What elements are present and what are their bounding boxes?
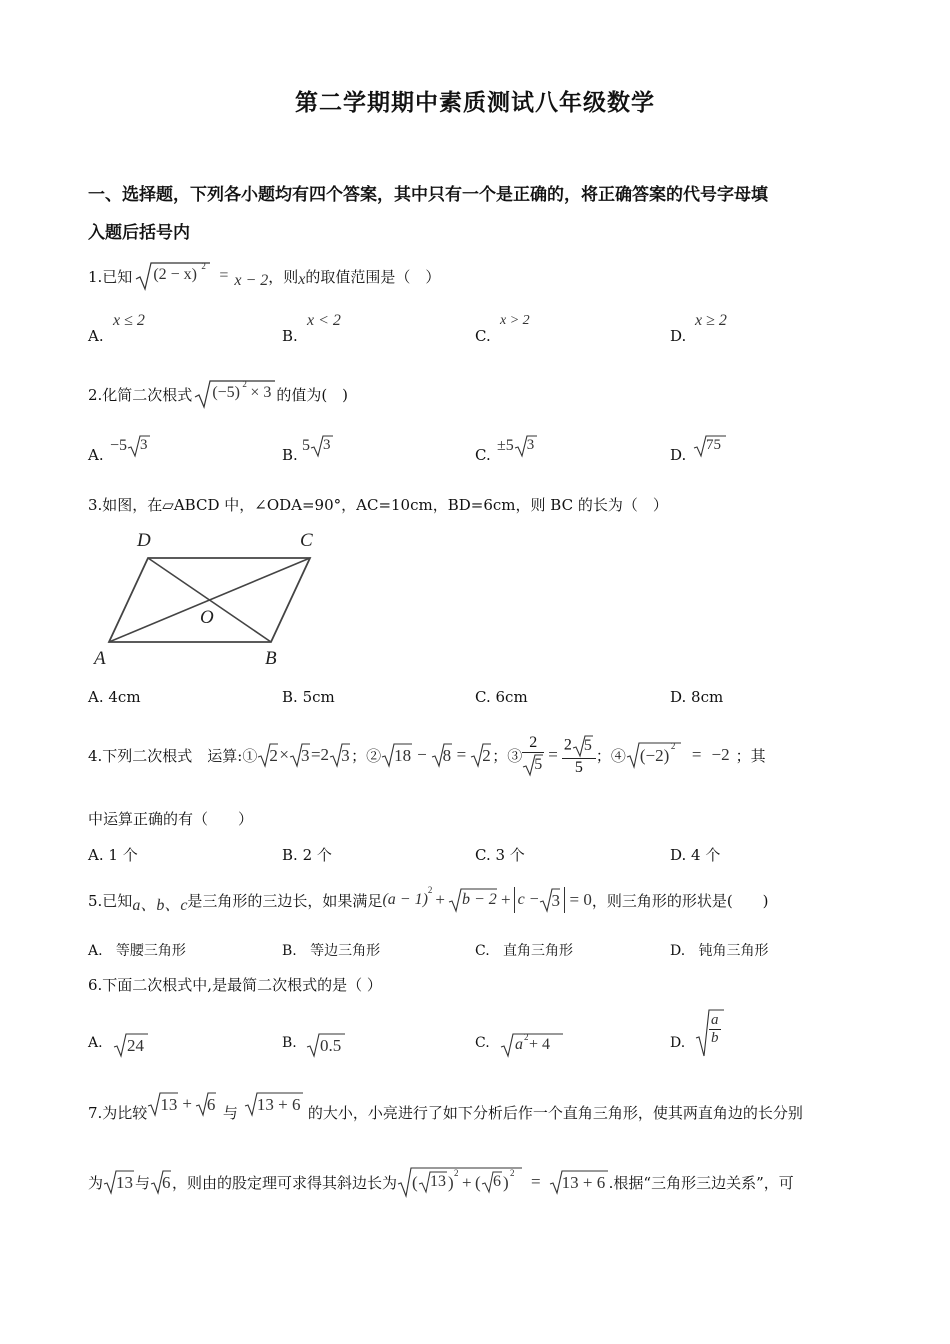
q2-option-c-value [497, 434, 538, 458]
q4-e2-b: 8 [442, 746, 452, 765]
q7-r3-radical [244, 1091, 304, 1117]
q3-b-value: 5cm [302, 688, 335, 706]
q6-option-a-value [113, 1032, 149, 1058]
q6-option-c-value [500, 1032, 564, 1058]
q5-abs-radical [539, 887, 561, 913]
q6-d-den: b [711, 1030, 719, 1046]
q4-e3-eq: = [548, 745, 558, 764]
q7-l2-hyp-radical: ( 13 ) 2 + ( 6 ) 2 [397, 1166, 523, 1198]
parallelogram-figure [88, 528, 328, 673]
q5-c-value: 直角三角形 [503, 943, 574, 959]
q4-e1-c: 3 [341, 746, 350, 765]
q6-option-b-value [306, 1032, 346, 1058]
q6-option-d-label: D. [670, 1035, 686, 1051]
q5-suffix: ，则三角形的形状是( ) [591, 891, 769, 910]
q7-l2-sup1: 2 [454, 1168, 459, 1178]
q2-c-coef: ±5 [497, 437, 514, 454]
q4-d-label: D. [670, 846, 687, 864]
q1-option-a-value: x ≤ 2 [113, 312, 145, 329]
q4-e1-a: 2 [269, 746, 278, 765]
q4-a-label: A. [88, 846, 104, 864]
q1-radical [135, 261, 211, 291]
q5-abs-value [514, 887, 566, 913]
q2-b-radical [310, 434, 334, 458]
q7-l2-r1: 13 [116, 1173, 134, 1192]
q1-radicand: (2 − x) [153, 266, 197, 283]
q1-option-b-label: B. [282, 327, 298, 345]
q3-d-value: 8cm [691, 688, 724, 706]
q4-option-b [282, 844, 332, 865]
q6-c-var: a [515, 1036, 523, 1053]
q7-l2-suffix: .根据“三角形三边关系”，可 [608, 1173, 794, 1192]
q7-l2-inner1: 13 [430, 1173, 447, 1190]
q4-e2-c: 2 [482, 746, 491, 765]
q4-b-value: 2 个 [302, 846, 332, 864]
q7-r3: 13 + 6 [256, 1095, 301, 1114]
q7-plus: + [182, 1094, 192, 1113]
q7-l2-inner2-radical [481, 1170, 503, 1194]
q2-b-coef: 5 [302, 437, 310, 454]
q6-d-num: a [711, 1012, 719, 1028]
q7-r1-radical [147, 1091, 179, 1117]
q2-c-radicand: 3 [526, 437, 535, 453]
q1-option-a-label: A. [88, 327, 104, 345]
q3-a-label: A. [88, 688, 104, 706]
q2-option-a-value [110, 434, 151, 458]
q5-radical [448, 887, 498, 913]
q2-radicand: (−5) [212, 384, 240, 401]
center-label-o: O [200, 607, 214, 628]
q4-e3-rden: 5 [574, 758, 583, 776]
question-3: 3.如图，在▱ABCD 中，∠ODA=90°，AC=10cm，BD=6cm，则 BC 的长为（ ） [88, 496, 668, 514]
q5-prefix: 5.已知 [88, 891, 133, 910]
q7-l2-text: ，则由的股定理可求得其斜边长为 [172, 1173, 398, 1192]
q7-l2-r1-radical [103, 1169, 135, 1195]
q4-a-value: 1 个 [108, 846, 138, 864]
q7-prefix: 7.为比较 [88, 1103, 148, 1122]
parallelogram-diagram [88, 528, 328, 673]
q1-mid: ，则 [268, 267, 299, 286]
q5-mid: 是三角形的三边长，如果满足 [187, 891, 383, 910]
q7-l2-sup2: 2 [510, 1168, 515, 1178]
question-7-line-2 [88, 1164, 794, 1200]
q6-c-post: + 4 [529, 1036, 551, 1053]
q2-b-radicand: 3 [323, 437, 331, 453]
q7-l2-inner1-radical [418, 1170, 448, 1194]
q5-plus1: + [435, 890, 445, 909]
q5-sup: 2 [427, 885, 433, 895]
q5-abs-pre: c − [517, 891, 540, 908]
q7-l2-r2-radical [150, 1169, 172, 1195]
q5-b-label: B. [282, 943, 297, 959]
q4-e4-rad: (−2) [639, 746, 670, 765]
q4-e4-rhs: −2 [711, 745, 730, 764]
q2-exponent: 2 [242, 379, 247, 389]
q1-var: x [298, 271, 306, 288]
q4-suffix: ；其 [735, 746, 766, 765]
q6-b-radicand: 0.5 [320, 1036, 342, 1055]
vertex-label-a: A [94, 648, 106, 669]
q6-c-sup: 2 [524, 1032, 529, 1042]
q3-option-c [475, 688, 528, 706]
q5-d-label: D. [670, 943, 686, 959]
q2-a-coef: −5 [110, 437, 128, 454]
q1-option-c-label: C. [475, 327, 491, 345]
q1-rhs: x − 2 [234, 272, 269, 289]
q4-e2-a: 18 [394, 746, 412, 765]
q4-prefix: 4.下列二次根式 运算:① [88, 746, 258, 765]
q5-plus2: + [500, 890, 511, 909]
q5-vars: a、b、c [132, 896, 188, 914]
question-1 [88, 256, 440, 296]
q3-option-b [282, 688, 335, 706]
diagonal-bd [148, 558, 271, 642]
q1-option-c-value: x > 2 [500, 313, 530, 328]
q5-b-value: 等边三角形 [310, 943, 381, 959]
q1-equals: = [219, 267, 229, 284]
q6-b-radical [306, 1032, 346, 1058]
question-2 [88, 372, 348, 416]
q5-abs-rad: 3 [551, 891, 560, 910]
q6-option-a-label: A. [88, 1035, 103, 1051]
q2-suffix: 的值为( ) [276, 385, 349, 404]
q7-l2-r2: 6 [162, 1173, 171, 1192]
q4-c-value: 3 个 [495, 846, 525, 864]
page-title: 第二学期期中素质测试八年级数学 [295, 89, 655, 116]
q1-option-d-value: x ≥ 2 [695, 312, 727, 329]
vertex-label-b: B [265, 648, 277, 669]
q4-e3-left-fraction [522, 734, 544, 777]
q4-e1-rad-c [329, 742, 351, 768]
q4-b-label: B. [282, 846, 298, 864]
q4-option-c [475, 844, 525, 865]
q7-suffix: 的大小，小亮进行了如下分析后作一个直角三角形，使其两直角边的长分别 [307, 1103, 803, 1122]
q2-prefix: 2.化简二次根式 [88, 385, 193, 404]
q1-suffix: 的取值范围是（ ） [305, 267, 441, 286]
q7-r1: 13 [160, 1095, 178, 1114]
q4-e1-op: × [279, 745, 289, 764]
q5-a-label: A. [88, 943, 103, 959]
question-7 [88, 1094, 803, 1130]
q3-c-value: 6cm [495, 688, 528, 706]
q4-e3-num: 2 [522, 734, 544, 753]
section-heading-line-2: 入题后括号内 [88, 223, 190, 243]
q3-option-d [670, 688, 723, 706]
q6-option-b-label: B. [282, 1035, 297, 1051]
q1-prefix: 1.已知 [88, 267, 133, 286]
q5-option-d [670, 940, 769, 960]
q5-expr1: (a − 1) [382, 891, 428, 908]
q7-l2-prefix: 为 [88, 1173, 104, 1192]
q5-rad1: b − 2 [461, 891, 497, 908]
q2-radical [194, 379, 276, 409]
q4-sep3: ；④ [595, 746, 626, 765]
q7-l2-inner2: 6 [493, 1173, 502, 1190]
q5-option-a [88, 940, 186, 960]
question-6: 6.下面二次根式中,是最简二次根式的是（ ） [88, 976, 382, 994]
question-5 [88, 880, 769, 920]
q2-a-radicand: 3 [140, 437, 148, 453]
q4-e2-rad-b [431, 742, 453, 768]
q3-d-label: D. [670, 688, 687, 706]
q3-a-value: 4cm [108, 688, 141, 706]
q2-option-d-label: D. [670, 446, 687, 464]
q5-a-value: 等腰三角形 [115, 943, 186, 959]
q2-option-d-value [693, 434, 727, 458]
q7-l2-eq: = [531, 1172, 541, 1191]
q1-exponent: 2 [201, 261, 206, 271]
q3-b-label: B. [282, 688, 298, 706]
q4-e4-eq: = [691, 745, 702, 764]
q5-eq: = 0 [569, 890, 592, 909]
q5-d-value: 钝角三角形 [698, 943, 769, 959]
q6-option-d-value [695, 1008, 725, 1058]
q1-option-d-label: D. [670, 327, 687, 345]
q4-e1-eq: =2 [310, 745, 330, 764]
q7-r2-radical [195, 1091, 217, 1117]
q7-l2-mid: 与 [135, 1173, 151, 1192]
q4-e3-den-radical [522, 753, 544, 777]
q7-l2-r3: 13 + 6 [561, 1173, 606, 1192]
vertex-label-c: C [300, 530, 313, 551]
q2-option-c-label: C. [475, 446, 491, 464]
q4-e3-rnum-radical [572, 734, 594, 758]
q5-option-c [475, 940, 573, 960]
q7-r2: 6 [206, 1095, 216, 1114]
q3-option-a [88, 688, 141, 706]
q2-tail: × 3 [250, 384, 272, 401]
q4-e3-rnum-rad: 5 [583, 736, 592, 754]
q2-a-radical [127, 434, 151, 458]
q2-c-radical [514, 434, 538, 458]
question-4 [88, 722, 766, 788]
q6-d-radical [695, 1008, 725, 1058]
q4-e2-rad-c [470, 742, 492, 768]
q1-option-b-value: x < 2 [307, 312, 341, 329]
q7-mid: 与 [222, 1103, 238, 1122]
q2-option-a-label: A. [88, 446, 104, 464]
q4-line-2: 中运算正确的有（ ） [88, 810, 254, 828]
q4-sep1: ；② [351, 746, 382, 765]
q4-e2-op: − [417, 745, 427, 764]
q6-a-radicand: 24 [127, 1036, 144, 1055]
section-heading-line-1: 一、选择题，下列各小题均有四个答案，其中只有一个是正确的，将正确答案的代号字母填 [88, 185, 768, 205]
q2-option-b-label: B. [282, 446, 298, 464]
q3-c-label: C. [475, 688, 491, 706]
q4-e4-sup: 2 [670, 741, 676, 751]
q6-d-fraction [709, 1012, 721, 1047]
q6-a-radical [113, 1032, 149, 1058]
q2-d-radical [693, 434, 727, 458]
q4-e3-den: 5 [534, 755, 543, 773]
q6-option-c-label: C. [475, 1035, 490, 1051]
q7-l2-r3-radical [549, 1169, 609, 1195]
vertex-label-d: D [137, 530, 151, 551]
q4-option-a [88, 844, 138, 865]
q4-e4-radical [626, 741, 682, 769]
q4-e3-right-fraction [562, 734, 596, 777]
q4-e3-rnum-coef: 2 [563, 736, 572, 754]
q4-e2-eq: = [456, 745, 467, 764]
q6-c-radical [500, 1032, 564, 1058]
q4-e1-rad-a [257, 742, 279, 768]
q5-c-label: C. [475, 943, 490, 959]
q2-d-radicand: 75 [706, 437, 721, 453]
q4-sep2: ；③ [492, 746, 523, 765]
q4-option-d [670, 844, 720, 865]
q4-e1-b: 3 [300, 746, 310, 765]
q4-d-value: 4 个 [691, 846, 721, 864]
q5-option-b [282, 940, 380, 960]
q4-e2-rad-a [381, 742, 413, 768]
q4-e1-rad-b [289, 742, 311, 768]
q2-option-b-value [302, 434, 334, 458]
q4-c-label: C. [475, 846, 491, 864]
